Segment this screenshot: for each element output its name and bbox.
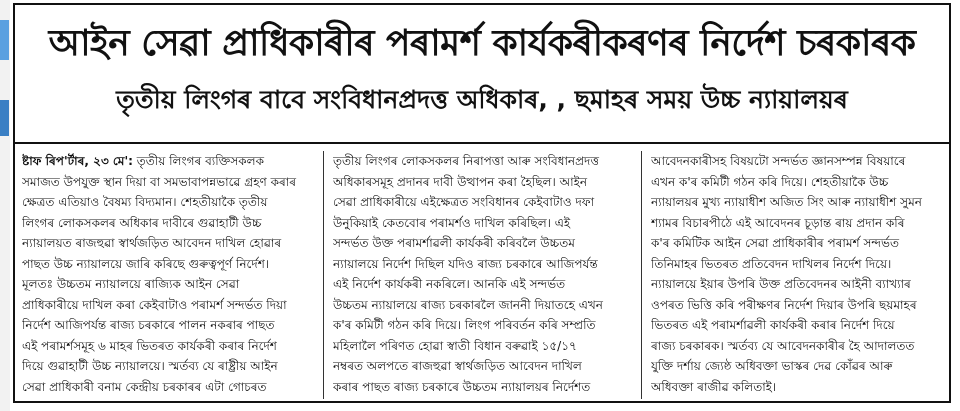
body-line: সেৱা প্ৰাধিকাৰীয়ে এইক্ষেত্ৰত সংবিধানৰ কেইবাটাও দফা [333,195,595,209]
body-line: ক'ৰ কমিটী গঠন কৰি দিয়ে। লিংগ পৰিবৰ্তন কৰি সম্প্ৰতি [333,318,596,332]
body-columns [15,151,949,401]
body-line: নিৰ্দেশ আজিপৰ্যন্ত ৰাজ্য চৰকাৰে পালন নকৰাৰ পাছত [22,318,275,332]
news-article [13,3,951,403]
body-line: ন্যায়ালয়ৰ মুখ্য ন্যায়াধীশ অজিত সিং আৰু ন্যায়াধীশ সুমন [651,195,922,209]
body-line: তৃতীয় লিংগৰ লোকসকলৰ নিৰাপত্তা আৰু সংবিধানপ্ৰদত্ত [333,154,599,168]
body-line: এখন ক'ৰ কমিটী গঠন কৰি দিয়ে। শেহতীয়াকৈ উচ্চ [651,174,889,189]
column-1 [22,151,314,401]
body-line: অধিকাৰসমূহ প্ৰদানৰ দাবী উত্থাপন কৰা হৈছিল। আইন [333,174,587,189]
body-line: কৰাৰ পাছত ৰাজ্য চৰকাৰে উচ্চতম ন্যায়ালয়ৰ নিৰ্দেশত [333,379,591,394]
edge-mark-bottom [0,100,9,136]
body-line: ষ্টাফ ৰিপ'ৰ্টাৰ, ২৩ মে': তৃতীয় লিংগৰ ব্যক্তিসকলক [22,154,264,168]
left-edge-strip [0,0,10,411]
body-line: যুক্তি দৰ্শায় জ্যেষ্ঠ অধিবক্তা ভাস্কৰ দেৱ কোঁৱৰ আৰু [651,359,893,373]
headline: আইন সেৱা প্ৰাধিকাৰীৰ পৰামৰ্শ কাৰ্যকৰীকৰণৰ নিৰ্দেশ চৰকাৰক [48,23,916,64]
body-line: মহিলালৈ পৰিণত হোৱা স্বাতী বিধান বৰুৱাই ১৫/১৭ [333,338,577,353]
body-line: পাছত উচ্চ ন্যায়ালয়ে জাৰি কৰিছে গুৰুত্বপূৰ্ণ নিৰ্দেশ। [22,256,270,271]
body-line: অধিবক্তা ৰাজীৱ কলিতাই। [651,379,777,394]
body-line: নম্বৰত অলপতে ৰাজহুৱা স্বাৰ্থজড়িত আবেদন দাখিল [333,359,582,373]
body-line: শ্যামৰ বিচাৰপীঠে এই আবেদনৰ চূড়ান্ত ৰায় প্ৰদান কৰি [651,215,905,230]
body-line: প্ৰাধিকাৰীয়ে দাখিল কৰা কেইবাটাও পৰামৰ্শ সন্দৰ্ভত দিয়া [22,297,287,312]
body-line: ভিতৰত এই পৰামৰ্শাৱলী কাৰ্যকৰী কৰাৰ নিৰ্দেশ দিয়ে [651,318,895,332]
body-line: আবেদনকাৰীসহ বিষয়টো সন্দৰ্ভত জ্ঞানসম্পন্ন বিষয়াৰে [651,154,906,168]
body-line: ওপৰত ভিত্তি কৰি পৰীক্ষণৰ নিৰ্দেশ দিয়াৰ উপৰি ছয়মাহৰ [651,297,917,312]
body-line: ক'ৰ কমিটিক আইন সেৱা প্ৰাধিকাৰীৰ পৰামৰ্শ সন্দৰ্ভত [651,236,899,250]
body-line: এই পৰামৰ্শসমূহ ৬ মাহৰ ভিতৰত কাৰ্যকৰী কৰাৰ নিৰ্দেশ [22,338,277,353]
body-line: ন্যায়ালয়ে নিৰ্দেশ দিছিল যদিও ৰাজ্য চৰকাৰে আজিপৰ্যন্ত [333,256,598,271]
column-2 [333,151,631,401]
body-line: সেৱা প্ৰাধিকাৰী বনাম কেন্দ্ৰীয় চৰকাৰৰ এটা গোচৰত [22,379,267,394]
edge-mark-top [0,20,9,60]
body-line: এই নিৰ্দেশ কাৰ্যকৰী নকৰিলে। আনকি এই সন্দৰ্ভত [333,277,566,291]
body-line: দিয়ে গুৱাহাটী উচ্চ ন্যায়ালয়ে। স্মৰ্তব্য যে ৰাষ্ট্ৰীয় আইন [22,359,278,373]
body-line: তিনিমাহৰ ভিতৰত প্ৰতিবেদন দাখিলৰ নিৰ্দেশ দিয়ে। [651,256,892,271]
body-line: উচ্চতম ন্যায়ালয়ে ৰাজ্য চৰকাৰলৈ জাননী দিয়াতহে এখন [333,297,603,312]
body-line: ক্ষেত্ৰত এতিয়াও বৈষম্য বিদ্যমান। শেহতীয়াকৈ তৃতীয় [22,195,268,209]
header-rule [15,142,949,144]
body-line: উনুকিয়াই কেতবোৰ পৰামৰ্শও দাখিল কৰিছিল। এই [333,215,571,230]
body-line: ন্যায়ালয়ে ইয়াৰ উপৰি উক্ত প্ৰতিবেদনৰ আইনী ব্যাখ্যাৰ [651,277,911,291]
body-line: ন্যায়ালয়ত ৰাজহুৱা স্বাৰ্থজড়িত আবেদন দাখিল হোৱাৰ [22,236,282,250]
body-line: সন্দৰ্ভত উক্ত পৰামৰ্শাৱলী কাৰ্যকৰী কৰিবলৈ উচ্চতম [333,236,575,250]
body-line: ৰাজ্য চৰকাৰক। স্মৰ্তব্য যে আবেদনকাৰীৰ হৈ আদালতত [651,338,915,353]
byline: ষ্টাফ ৰিপ'ৰ্টাৰ, ২৩ মে': [22,154,133,168]
body-line: মূলতঃ উচ্চতম ন্যায়ালয়ে ৰাজ্যিক আইন সেৱা [22,277,240,291]
column-3 [651,151,941,401]
body-line: লিংগৰ লোকসকলৰ অধিকাৰ দাবীৰে গুৱাহাটী উচ্চ [22,215,262,230]
body-line: সমাজত উপযুক্ত স্থান দিয়া বা সমভাবাপন্নভাৱে গ্ৰহণ কৰাৰ [22,174,296,189]
subheadline: তৃতীয় লিংগৰ বাবে সংবিধানপ্ৰদত্ত অধিকাৰ, , ছমাহৰ সময় উচ্চ ন্যায়ালয়ৰ [116,85,848,114]
